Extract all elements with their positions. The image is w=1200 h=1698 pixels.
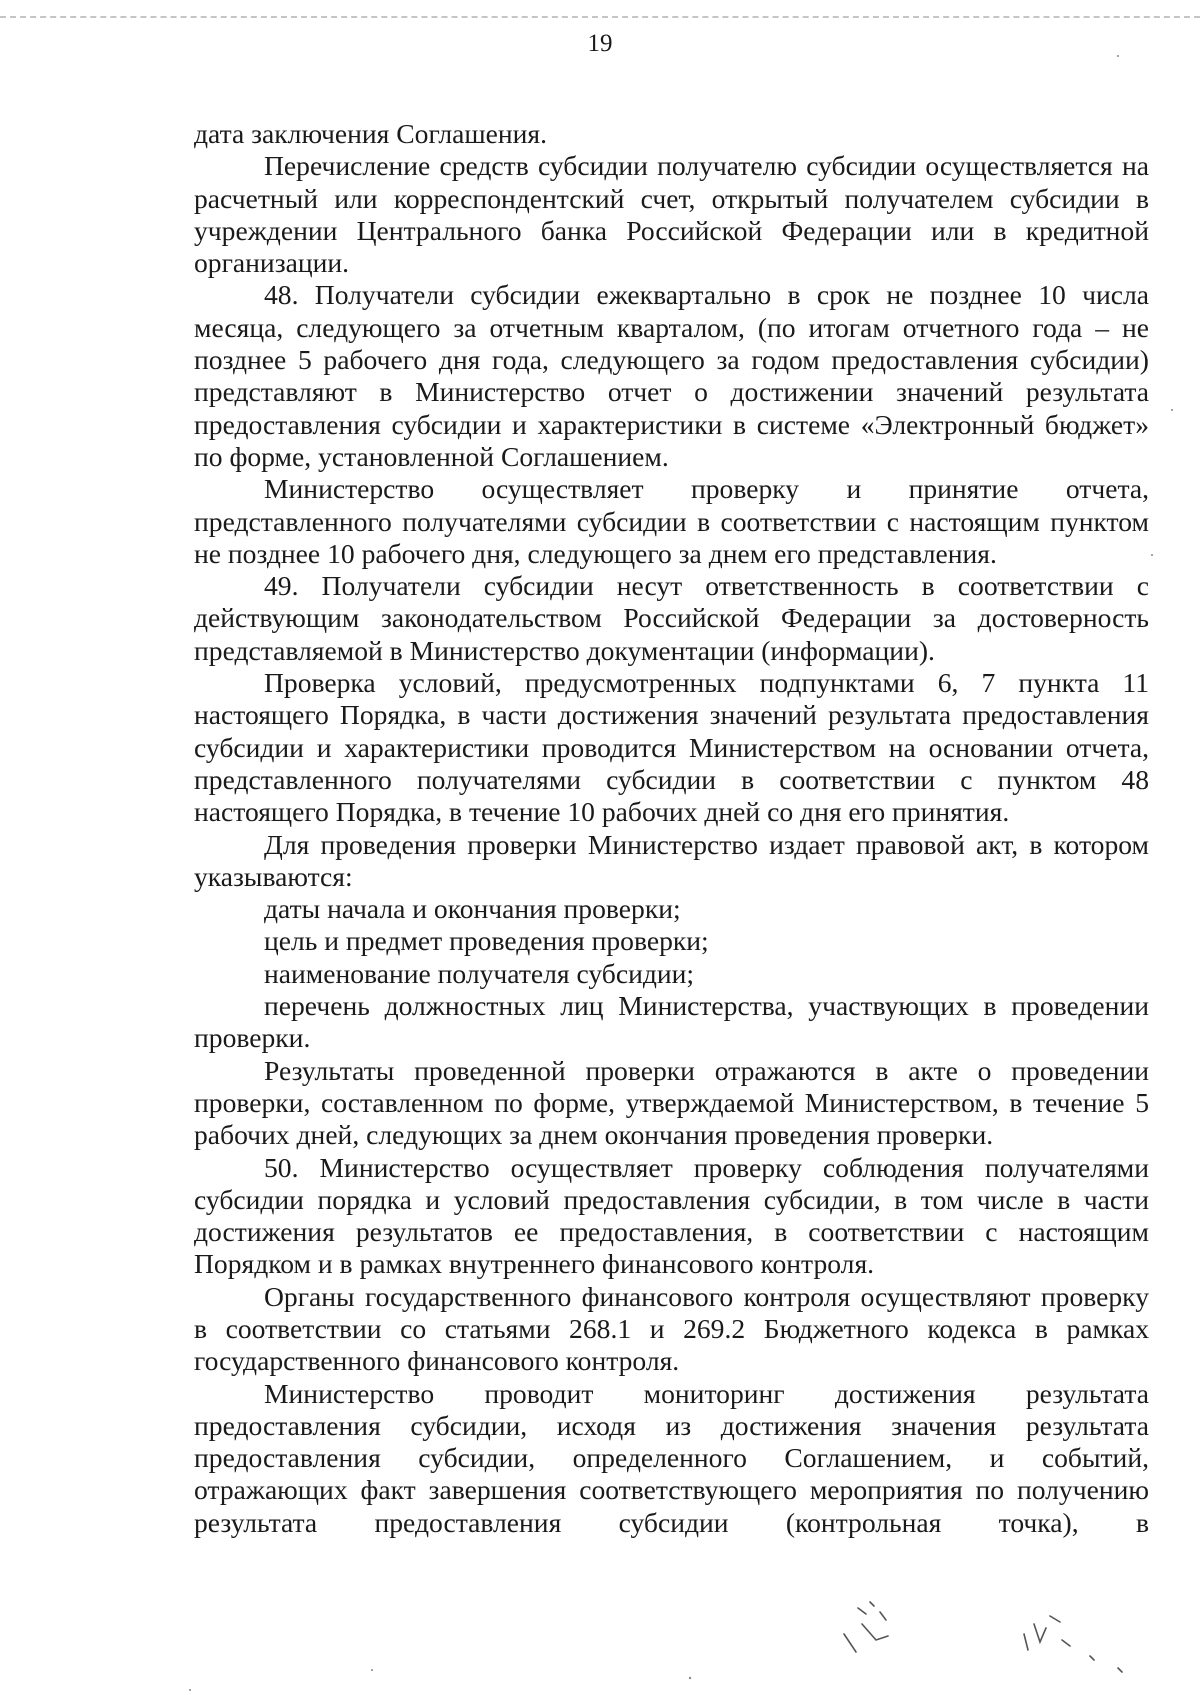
list-item-goal: цель и предмет проведения проверки;: [264, 925, 709, 957]
paragraph-monitoring: Министерство проводит мониторинг достижения результата предоставления субсидии, исходя из достижения значения результата предоставления субсидии, определенного Соглашением, и событий, отражающих факт завершения соответствующего мероприятия по получению результата предоставления субсидии (контрольная точка), в: [194, 1377, 1149, 1538]
paragraph-check-results: Результаты проведенной проверки отражаются в акте о проведении проверки, составленном по форме, утверждаемой Министерством, в течение 5 рабочих дней, следующих за днем окончания проведения проверки.: [194, 1054, 1149, 1151]
paragraph-49: 49. Получатели субсидии несут ответственность в соответствии с действующим законодательством Российской Федерации за достоверность представляемой в Министерство документации (информации).: [194, 570, 1149, 666]
paragraph-50: 50. Министерство осуществляет проверку соблюдения получателями субсидии порядка и условий предоставления субсидии, в том числе в части достижения результатов ее предоставления, в соответствии с настоящим Порядком и в рамках внутреннего финансового контроля.: [194, 1151, 1149, 1280]
list-item-dates: даты начала и окончания проверки;: [264, 893, 681, 925]
list-item-officials: перечень должностных лиц Министерства, участвующих в проведении проверки.: [194, 990, 1149, 1054]
paragraph-conditions-check: Проверка условий, предусмотренных подпунктами 6, 7 пункта 11 настоящего Порядка, в части достижения значений результата предоставления субсидии и характеристики проводится Министерством на основании отчета, представленного получателями субсидии в соответствии с пунктом 48 настоящего Порядка, в течение 10 рабочих дней со дня его принятия.: [194, 667, 1149, 828]
paragraph-state-control: Органы государственного финансового контроля осуществляют проверку в соответствии со статьями 268.1 и 269.2 Бюджетного кодекса в рамках государственного финансового контроля.: [194, 1280, 1149, 1377]
paragraph-agreement-date: дата заключения Соглашения.: [194, 118, 548, 149]
page-number: 19: [587, 30, 613, 57]
paragraph-ministry-review: Министерство осуществляет проверку и принятие отчета, представленного получателями субсидии в соответствии с настоящим пунктом не позднее 10 рабочего дня, следующего за днем его представления.: [194, 473, 1149, 569]
paragraph-transfer: Перечисление средств субсидии получателю субсидии осуществляется на расчетный или корреспондентский счет, открытый получателем субсидии в учреждении Центрального банка Российской Федерации или в кредитной организации.: [194, 150, 1149, 279]
pencil-marks: [844, 1602, 1122, 1672]
list-item-recipient: наименование получателя субсидии;: [264, 957, 695, 989]
paragraph-48: 48. Получатели субсидии ежеквартально в срок не позднее 10 числа месяца, следующего за отчетным кварталом, (по итогам отчетного года – не позднее 5 рабочего дня года, следующего за годом предоставления субсидии) представляют в Министерство отчет о достижении значений результата предоставления субсидии и характеристики в системе «Электронный бюджет» по форме, установленной Соглашением.: [194, 279, 1149, 472]
scan-specks: [189, 55, 1173, 1691]
paragraph-legal-act: Для проведения проверки Министерство издает правовой акт, в котором указываются:: [194, 828, 1149, 892]
